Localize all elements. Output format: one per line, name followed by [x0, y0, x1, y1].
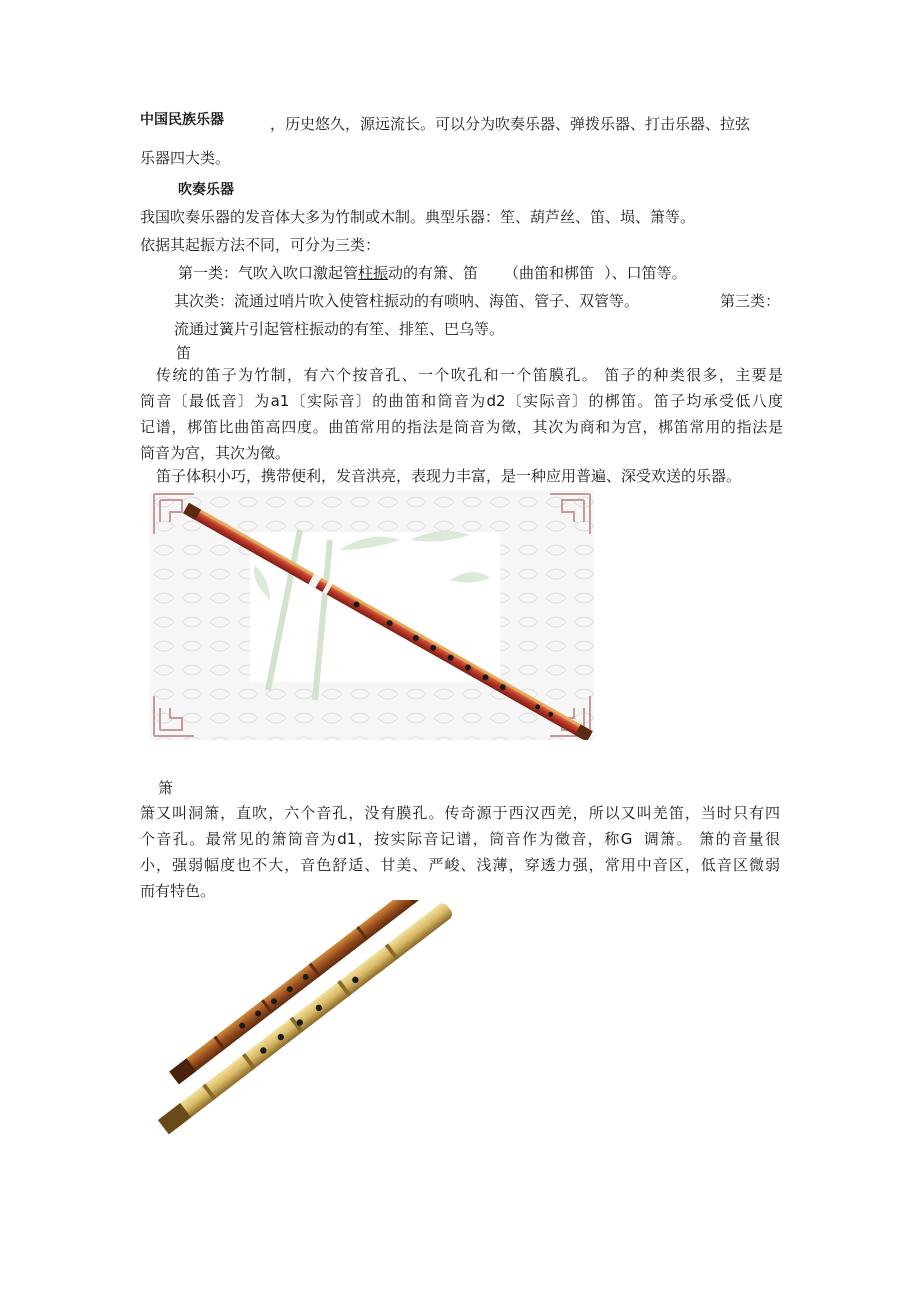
xiao-l2-a: 个音孔。最常见的箫筒音为: [140, 830, 338, 848]
dizi-heading: 笛: [176, 344, 192, 362]
cat1-part-c: （曲笛和梆笛: [504, 264, 595, 282]
dizi-p1-line1: 传统的笛子为竹制，有六个按音孔、一个吹孔和一个笛膜孔。 笛子的种类很多，主要是: [156, 366, 783, 384]
cat1-part-b: 动的有箫、笛: [388, 264, 479, 282]
xiao-l2-d: G: [620, 830, 633, 848]
wind-intro-line: 我国吹奏乐器的发音体大多为竹制或木制。典型乐器：笙、葫芦丝、笛、埙、箫等。: [140, 208, 696, 226]
wind-category-3: 流通过簧片引起管柱振动的有笙、排笙、巴乌等。: [174, 320, 505, 338]
dizi-paragraph-2: 笛子体积小巧，携带便利，发音洪亮，表现力丰富，是一种应用普遍、深受欢送的乐器。: [156, 467, 742, 485]
xiao-image: [140, 900, 490, 1150]
dizi-illustration: [150, 490, 594, 740]
xiao-paragraph: [140, 800, 780, 904]
dizi-p1-line2: [140, 388, 783, 414]
wind-category-3-head: 第三类：: [720, 292, 781, 310]
dizi-paragraph-1: [140, 362, 783, 466]
wind-heading: 吹奏乐器: [178, 182, 234, 198]
intro-text-continued: 乐器四大类。: [140, 149, 231, 167]
xiao-line3: 小，强弱幅度也不大，音色舒适、甘美、严峻、浅薄，穿透力强，常用中音区，低音区微弱: [140, 856, 780, 874]
xiao-l2-e: 调箫。 箫的音量很: [642, 830, 780, 848]
dizi-p1-l2-b: a1: [270, 392, 290, 410]
dizi-p1-line4: 筒音为宫，其次为徵。: [140, 444, 291, 462]
dizi-p1-l2-c: 〔实际音〕的曲笛和筒音为: [289, 392, 487, 410]
dizi-p1-l2-d: d2: [486, 392, 506, 410]
xiao-heading: 箫: [158, 779, 174, 797]
xiao-l2-c: ，按实际音记谱，筒音作为徵音，称: [356, 830, 621, 848]
cat1-part-d: ）、口笛等。: [604, 264, 687, 282]
xiao-line4: 而有特色。: [140, 882, 216, 900]
wind-classify-line: 依据其起振方法不同，可分为三类：: [140, 236, 381, 254]
wind-category-2: 其次类：流通过哨片吹入使管柱振动的有唢呐、海笛、管子、双管等。: [174, 292, 640, 310]
cat1-underlined: 柱振: [358, 264, 389, 282]
xiao-illustration: [140, 900, 490, 1150]
xiao-l2-b: d1: [337, 830, 357, 848]
wind-category-1: [178, 263, 687, 283]
xiao-line1: 箫又叫洞箫，直吹，六个音孔，没有膜孔。传奇源于西汉西羌，所以又叫羌笛，当时只有四: [140, 804, 780, 822]
xiao-line2: [140, 826, 780, 852]
dizi-p1-l2-a: 筒音〔最低音〕为: [140, 392, 271, 410]
intro-term: 中国民族乐器: [140, 112, 224, 128]
dizi-image: [150, 490, 594, 740]
intro-text: ，历史悠久，源远流长。可以分为吹奏乐器、弹拨乐器、打击乐器、拉弦: [270, 115, 751, 133]
cat1-part-a: 第一类：气吹入吹口激起管: [178, 264, 359, 282]
dizi-p1-line3: 记谱，梆笛比曲笛高四度。曲笛常用的指法是筒音为徵，其次为商和为宫，梆笛常用的指法是: [140, 418, 783, 436]
dizi-p1-l2-e: 〔实际音〕的梆笛。笛子均承受低八度: [505, 392, 783, 410]
